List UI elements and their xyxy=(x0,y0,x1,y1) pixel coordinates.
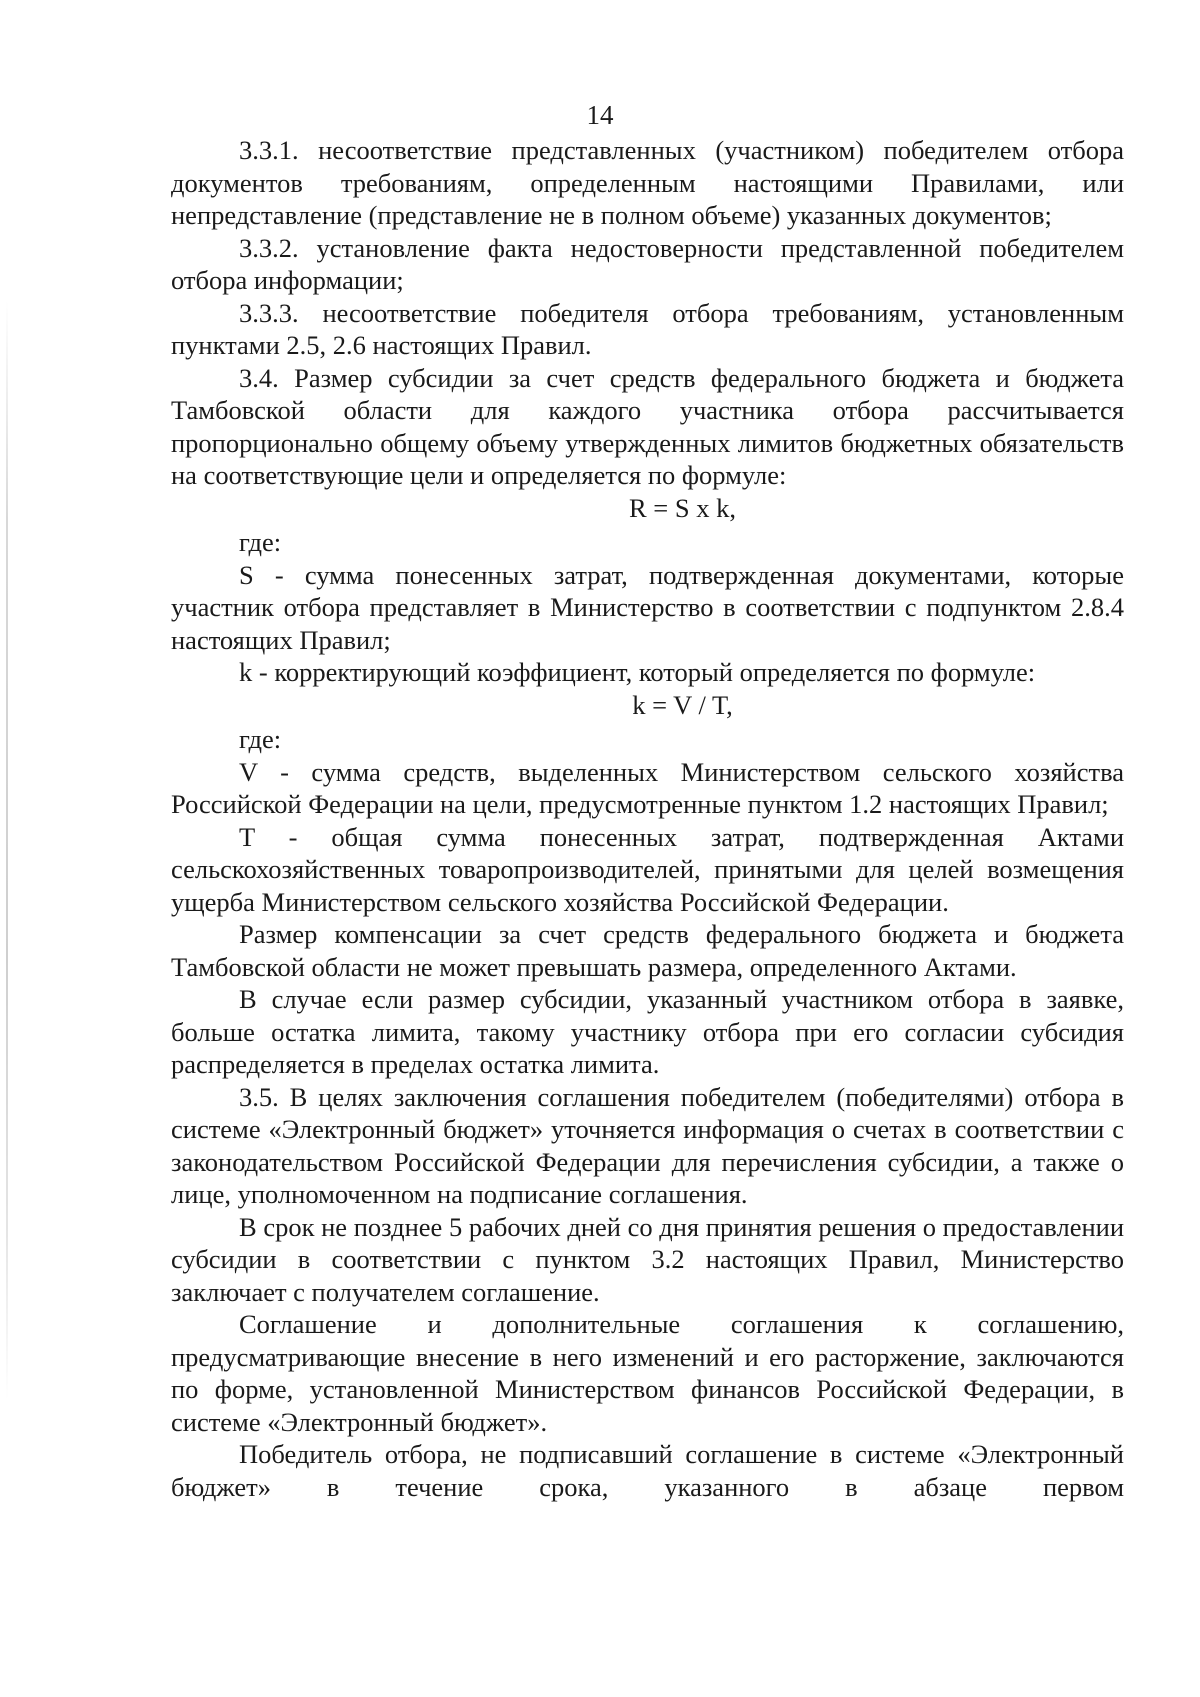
definition-v: V - сумма средств, выделенных Министерством сельского хозяйства Российской Федерации на цели, предусмотренные пунктом 1.2 настоящих Правил; xyxy=(171,756,1124,819)
paragraph-agreement-form: Соглашение и дополнительные соглашения к соглашению, предусматривающие внесение в него изменений и его расторжение, заключаются по форме, установленной Министерством финансов Российской Федерации, в системе «Электронный бюджет». xyxy=(171,1309,1124,1437)
scan-edge-shadow xyxy=(6,300,8,1400)
paragraph-compensation-limit: Размер компенсации за счет средств федерального бюджета и бюджета Тамбовской области не может превышать размера, определенного Актами. xyxy=(171,919,1124,982)
formula-r: R = S x k, xyxy=(629,492,736,523)
definition-t: T - общая сумма понесенных затрат, подтвержденная Актами сельскохозяйственных товаропроизводителей, принятыми для целей возмещения ущерба Министерством сельского хозяйства Российской Федерации. xyxy=(171,821,1124,917)
paragraph-3-3-2: 3.3.2. установление факта недостоверности представленной победителем отбора информации; xyxy=(171,232,1124,295)
paragraph-3-3-1: 3.3.1. несоответствие представленных (участником) победителем отбора документов требованиям, определенным настоящими Правилами, или непредставление (представление не в полном объеме) указанных документов; xyxy=(171,135,1124,230)
definition-k: k - корректирующий коэффициент, который определяется по формуле: xyxy=(239,657,1036,687)
definition-s: S - сумма понесенных затрат, подтвержденная документами, которые участник отбора представляет в Министерство в соответствии с подпунктом 2.8.4 настоящих Правил; xyxy=(171,559,1124,655)
paragraph-unsigned-winner: Победитель отбора, не подписавший соглашение в системе «Электронный бюджет» в течение срока, указанного в абзаце первом xyxy=(171,1439,1124,1502)
where-label-2: где: xyxy=(239,724,282,754)
formula-k: k = V / T, xyxy=(632,689,733,720)
document-body xyxy=(171,134,1124,1503)
paragraph-agreement-deadline: В срок не позднее 5 рабочих дней со дня принятия решения о предоставлении субсидии в соответствии с пунктом 3.2 настоящих Правил, Министерство заключает с получателем соглашение. xyxy=(171,1211,1124,1307)
paragraph-3-4: 3.4. Размер субсидии за счет средств федерального бюджета и бюджета Тамбовской области для каждого участника отбора рассчитывается пропорционально общему объему утвержденных лимитов бюджетных обязательств на соответствующие цели и определяется по формуле: xyxy=(171,362,1124,490)
paragraph-3-3-3: 3.3.3. несоответствие победителя отбора требованиям, установленным пунктами 2.5, 2.6 настоящих Правил. xyxy=(171,297,1124,360)
paragraph-limit-remainder: В случае если размер субсидии, указанный участником отбора в заявке, больше остатка лимита, такому участнику отбора при его согласии субсидия распределяется в пределах остатка лимита. xyxy=(171,984,1124,1079)
paragraph-3-5: 3.5. В целях заключения соглашения победителем (победителями) отбора в системе «Электронный бюджет» уточняется информация о счетах в соответствии с законодательством Российской Федерации для перечисления субсидии, а также о лице, уполномоченном на подписание соглашения. xyxy=(171,1081,1124,1209)
page-number: 14 xyxy=(586,100,614,130)
where-label: где: xyxy=(239,527,282,557)
